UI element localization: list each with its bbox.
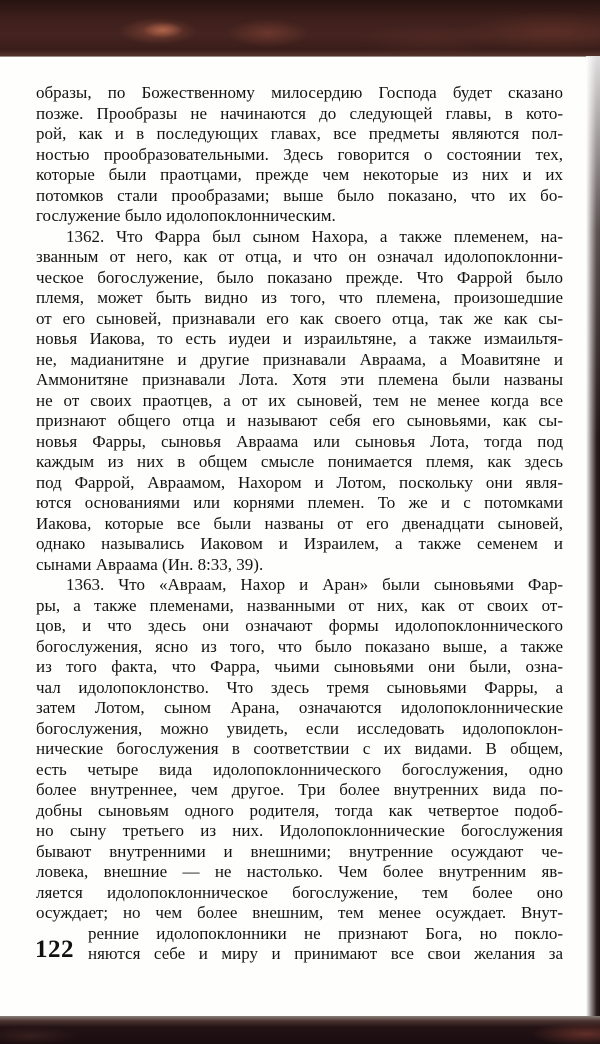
text-line: затем Лотом, сыном Арана, означаются идолопоклоннические: [36, 698, 563, 717]
text-line: осуждает; но чем более внешним, тем менее осуждает. Внут-: [36, 903, 563, 922]
text-line: ческое богослужение, было показано прежде. Что Фаррой было: [36, 267, 563, 287]
text-line: не от своих праотцев, а от их сыновей, тем не менее когда все: [36, 390, 563, 410]
text-line: которые были праотцами, прежде чем некоторые из них и их: [36, 165, 563, 184]
text-line: потомков стали прообразами; выше было показано, что их бо-: [36, 185, 563, 205]
text-line: каждым из них в общем смысле понимается племя, как здесь: [36, 452, 563, 471]
text-line: рой, как и в последующих главах, все предметы являются пол-: [36, 124, 563, 143]
text-line: однако назывались Иаковом и Израилем, а также семенем и: [36, 534, 563, 553]
text-line: из того факта, что Фарра, чьими сыновьями они были, озна-: [36, 657, 563, 676]
text-line: под Фаррой, Авраамом, Нахором и Лотом, поскольку они явля-: [36, 472, 563, 492]
text-line: но сыну третьего из них. Идолопоклоннические богослужения: [36, 821, 563, 840]
text-line: образы, по Божественному милосердию Господа будет сказано: [36, 83, 563, 102]
text-line: чал идолопоклонство. Что здесь тремя сыновьями Фарры, а: [36, 677, 563, 697]
book-cover-bottom-edge: [0, 1016, 600, 1044]
text-line: ностью прообразовательными. Здесь говорится о состоянии тех,: [36, 144, 563, 164]
text-line: позже. Прообразы не начинаются до следующей главы, в кото-: [36, 103, 563, 123]
text-line: бывают внутренними и внешними; внутренние осуждают че-: [36, 841, 563, 861]
text-line: цов, и что здесь они означают формы идолопоклоннического: [36, 616, 563, 635]
text-line: богослужения, можно увидеть, если исследовать идолопоклон-: [36, 718, 563, 738]
text-line: новья Иакова, то есть иудеи и израильтяне, а также измаильтя-: [36, 329, 563, 348]
text-line: ловека, внешние — не настолько. Чем более внутренним яв-: [36, 862, 563, 881]
text-line: гослужение было идолопоклонническим.: [36, 206, 336, 225]
text-line: ляется идолопоклонническое богослужение, тем более оно: [36, 882, 563, 902]
text-line: няются себе и миру и принимают все свои желания за: [88, 944, 563, 963]
text-line: богослужения, ясно из того, что было показано выше, а также: [36, 636, 563, 656]
text-line: сынами Авраама (Ин. 8:33, 39).: [36, 554, 264, 574]
page-number: 122: [35, 936, 74, 963]
text-line: новья Фарры, сыновья Авраама или сыновья Лота, тогда под: [36, 431, 563, 451]
text-line: Аммонитяне признавали Лота. Хотя эти племена были названы: [36, 370, 563, 389]
text-line: ются основаниями или корнями племен. То же и с потомками: [36, 493, 563, 512]
page-right-edge-shadow: [586, 56, 600, 1016]
text-line: 1362. Что Фарра был сыном Нахора, а также племенем, на-: [66, 226, 563, 246]
book-cover-top-edge: [0, 0, 600, 57]
text-line: нические богослужения в соответствии с их видами. В общем,: [36, 739, 563, 758]
text-line: племя, может быть видно из того, что племена, произошедшие: [36, 288, 563, 307]
text-line: ры, а также племенами, названными от них, как от своих от-: [36, 595, 563, 615]
text-line: ренние идолопоклонники не признают Бога, но покло-: [88, 923, 563, 943]
text-line: более внутреннее, чем другое. Три более внутренних вида по-: [36, 780, 563, 799]
text-column: [36, 83, 563, 965]
text-line: от его сыновей, признавали его как своего отца, так же как сы-: [36, 308, 563, 328]
text-line: есть четыре вида идолопоклоннического богослужения, одно: [36, 759, 563, 779]
text-line: званным от него, как от отца, и что он означал идолопоклонни-: [36, 247, 563, 266]
text-line: не, мадианитяне и другие признавали Авраама, а Моавитяне и: [36, 349, 563, 369]
text-line: Иакова, которые все были названы от его двенадцати сыновей,: [36, 513, 563, 533]
text-line: добны сыновьям одного родителя, тогда как четвертое подоб-: [36, 800, 563, 820]
text-line: признают общего отца и называют себя его сыновьями, как сы-: [36, 411, 563, 430]
text-line: 1363. Что «Авраам, Нахор и Аран» были сыновьями Фар-: [66, 575, 563, 594]
